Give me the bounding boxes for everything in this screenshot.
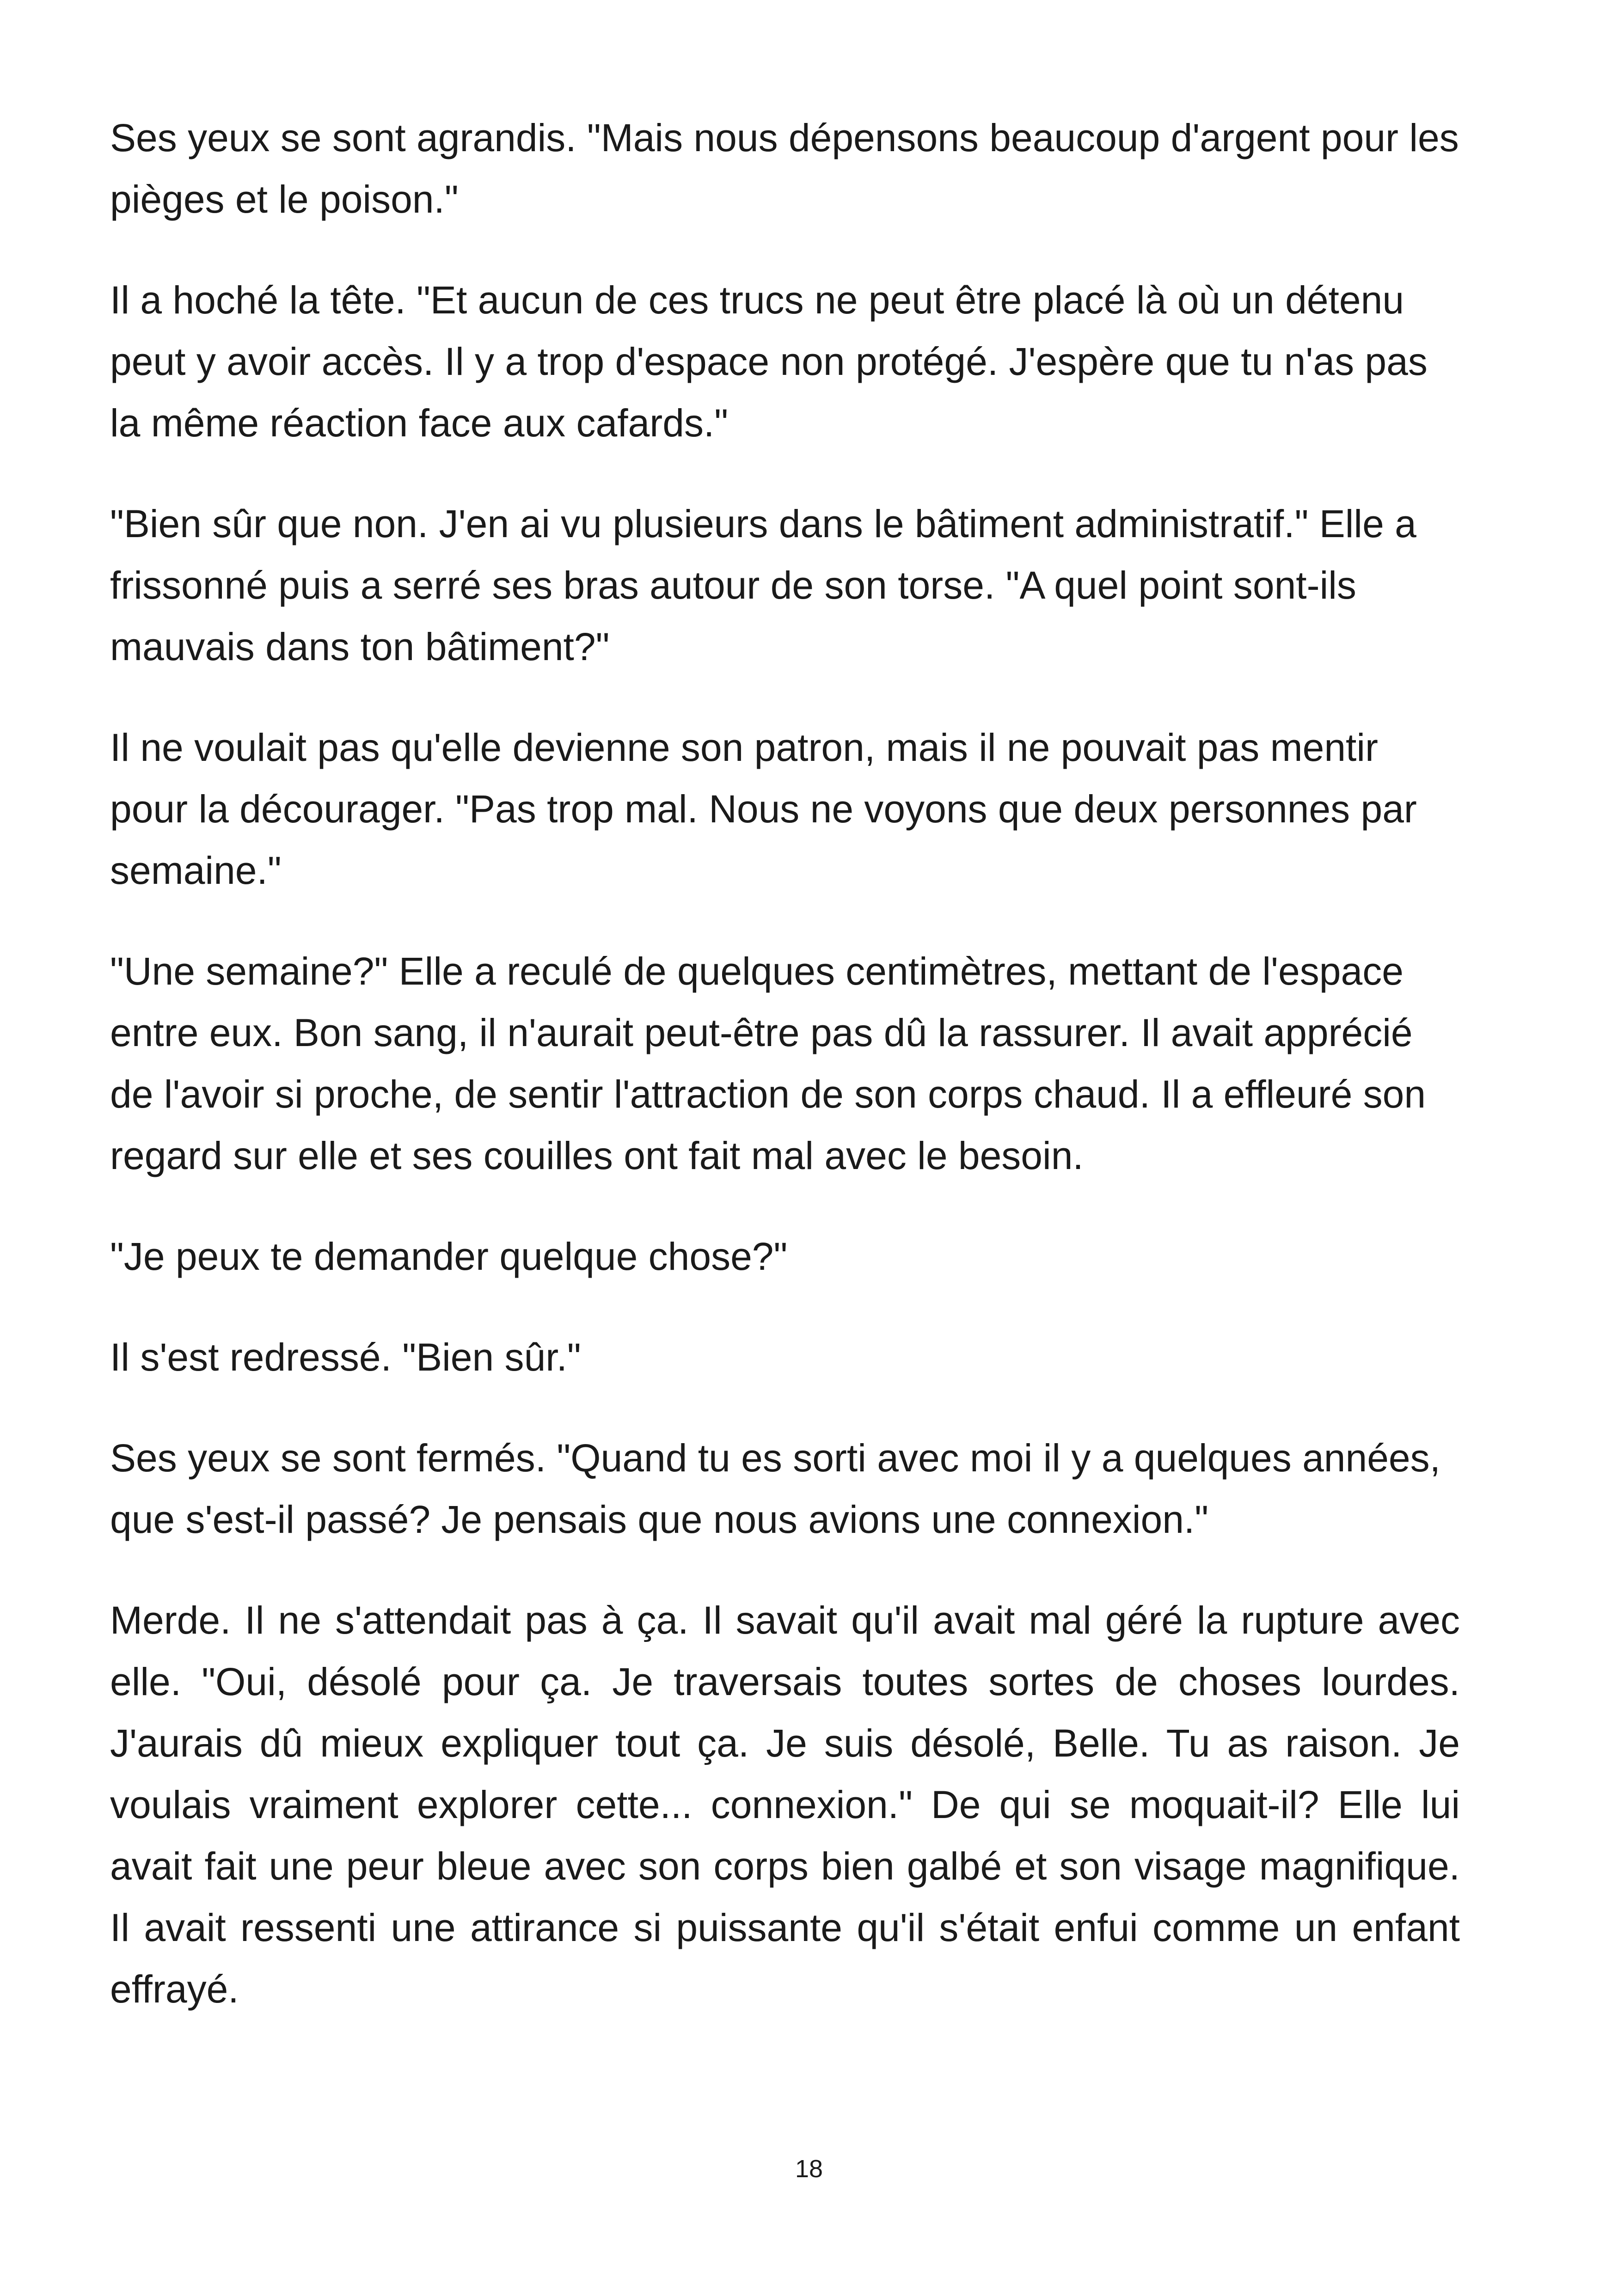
paragraph-1: Ses yeux se sont agrandis. "Mais nous dépensons beaucoup d'argent pour les pièges et le poison." — [110, 116, 1459, 221]
paragraph-4: Il ne voulait pas qu'elle devienne son patron, mais il ne pouvait pas mentir pour la décourager. "Pas trop mal. Nous ne voyons que deux personnes par semaine." — [110, 726, 1417, 892]
body-text — [110, 107, 1460, 2059]
page-number: 18 — [795, 2155, 823, 2183]
paragraph-8: Ses yeux se sont fermés. "Quand tu es sorti avec moi il y a quelques années, que s'est-il passé? Je pensais que nous avions une connexion." — [110, 1436, 1440, 1541]
paragraph-5: "Une semaine?" Elle a reculé de quelques centimètres, mettant de l'espace entre eux. Bon sang, il n'aurait peut-être pas dû la rassurer. Il avait apprécié de l'avoir si proche, de sentir l'attraction de son corps chaud. Il a effleuré son regard sur elle et ses couilles ont fait mal avec le besoin. — [110, 949, 1426, 1177]
paragraph-9: Merde. Il ne s'attendait pas à ça. Il savait qu'il avait mal géré la rupture avec elle. "Oui, désolé pour ça. Je traversais toutes sortes de choses lourdes. J'aurais dû mieux expliquer tout ça. Je suis désolé, Belle. Tu as raison. Je voulais vraiment explorer cette... connexion." De qui se moquait-il? Elle lui avait fait une peur bleue avec son corps bien galbé et son visage magnifique. Il avait ressenti une attirance si puissante qu'il s'était enfui comme un enfant effrayé. — [110, 1598, 1460, 2011]
paragraph-2: Il a hoché la tête. "Et aucun de ces trucs ne peut être placé là où un détenu peut y avoir accès. Il y a trop d'espace non protégé. J'espère que tu n'as pas la même réaction face aux cafards." — [110, 278, 1428, 445]
paragraph-6: "Je peux te demander quelque chose?" — [110, 1235, 788, 1278]
paragraph-3: "Bien sûr que non. J'en ai vu plusieurs dans le bâtiment administratif." Elle a frissonné puis a serré ses bras autour de son torse. "A quel point sont-ils mauvais dans ton bâtiment?" — [110, 502, 1416, 668]
paragraph-7: Il s'est redressé. "Bien sûr." — [110, 1335, 581, 1379]
